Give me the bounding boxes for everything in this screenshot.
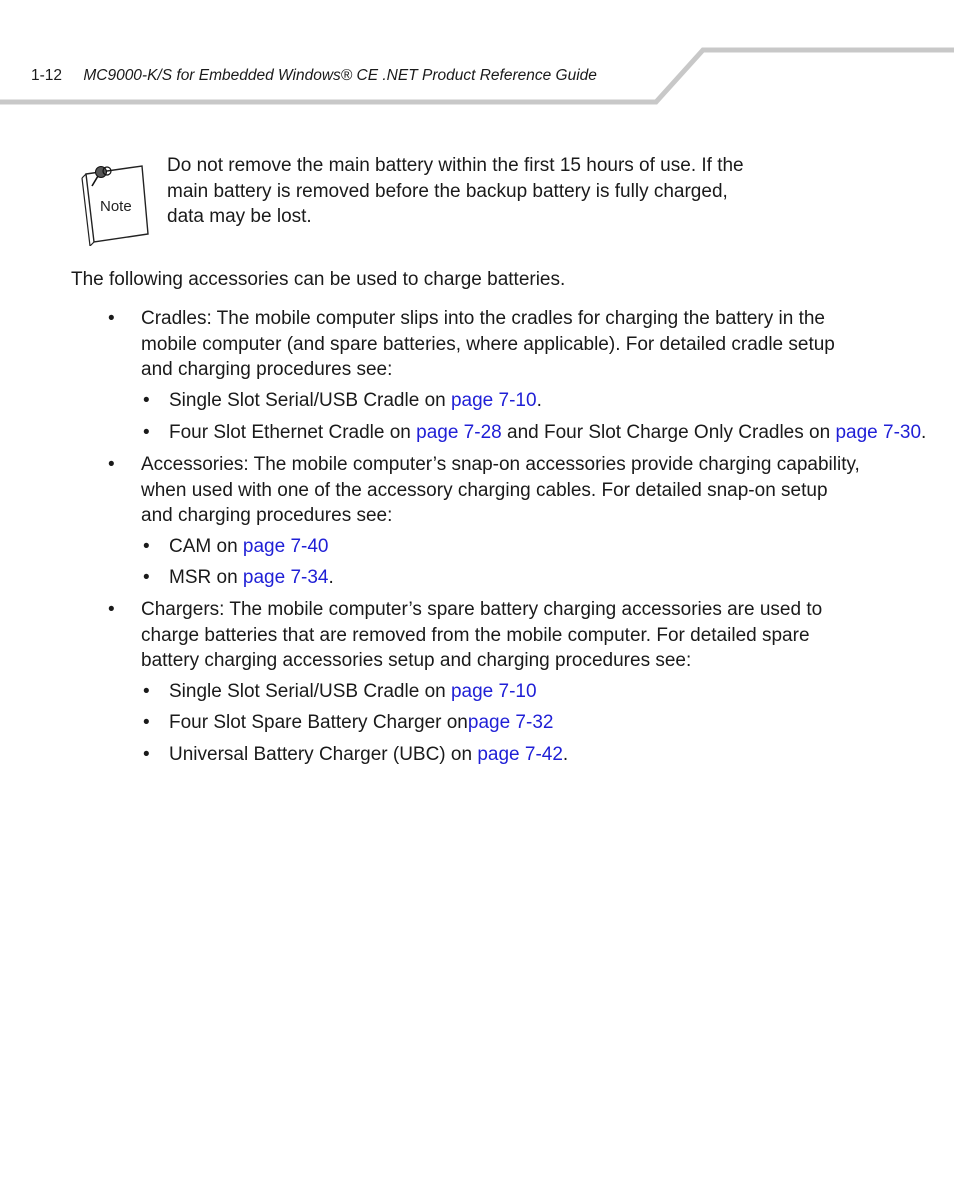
list-item bbox=[169, 388, 889, 414]
page-link[interactable]: page 7-42 bbox=[477, 744, 563, 765]
item-text: Single Slot Serial/USB Cradle on bbox=[169, 390, 451, 411]
bullet-dot: • bbox=[108, 308, 115, 329]
list-item bbox=[169, 420, 927, 446]
header-rule bbox=[0, 0, 954, 110]
bullet-dot: • bbox=[143, 744, 150, 765]
bullet-dot: • bbox=[143, 422, 150, 443]
item-text: Four Slot Spare Battery Charger on bbox=[169, 712, 468, 733]
page-link[interactable]: page 7-10 bbox=[450, 681, 537, 702]
guide-title: MC9000-K/S for Embedded Windows® CE .NET Product Reference Guide bbox=[83, 67, 597, 84]
item-text: . bbox=[562, 744, 569, 765]
item-text: MSR on bbox=[169, 567, 243, 588]
note-icon bbox=[78, 162, 152, 246]
item-text: Single Slot Serial/USB Cradle on bbox=[169, 681, 451, 702]
item-text: CAM on bbox=[169, 536, 243, 557]
bullet-dot: • bbox=[108, 454, 115, 475]
bullet-dot: • bbox=[143, 390, 150, 411]
item-text: Universal Battery Charger (UBC) on bbox=[169, 744, 478, 765]
list-item bbox=[169, 742, 889, 768]
list-item bbox=[169, 534, 889, 560]
page-link[interactable]: page 7-32 bbox=[467, 712, 554, 733]
list-item bbox=[169, 710, 889, 736]
note-label: Note bbox=[100, 198, 132, 215]
item-text: . bbox=[921, 422, 927, 443]
section-accessories-text: Accessories: The mobile computer’s snap-on accessories provide charging capability, when used with one of the accessory charging cables. For detailed snap-on setup and charging procedures see: bbox=[141, 454, 860, 526]
section-cradles-text: Cradles: The mobile computer slips into the cradles for charging the battery in the mobile computer (and spare batteries, where applicable). For detailed cradle setup and charging procedures see: bbox=[141, 308, 835, 380]
item-text: . bbox=[328, 567, 334, 588]
running-head bbox=[31, 67, 597, 85]
bullet-dot: • bbox=[143, 681, 150, 702]
bullet-dot: • bbox=[143, 567, 150, 588]
page-link[interactable]: page 7-28 bbox=[416, 422, 502, 443]
page-link[interactable]: page 7-40 bbox=[242, 536, 329, 557]
bullet-dot: • bbox=[143, 536, 150, 557]
bullet-dot: • bbox=[108, 599, 115, 620]
item-text: . bbox=[536, 390, 542, 411]
item-text: and Four Slot Charge Only Cradles on bbox=[501, 422, 836, 443]
note-text: Do not remove the main battery within the first 15 hours of use. If the main battery is removed before the backup battery is fully charged, data may be lost. bbox=[167, 155, 744, 227]
page-link[interactable]: page 7-10 bbox=[450, 390, 537, 411]
page-link[interactable]: page 7-30 bbox=[835, 422, 922, 443]
section-chargers-text: Chargers: The mobile computer’s spare battery charging accessories are used to charge batteries that are removed from the mobile computer. For detailed spare battery charging accessories setup and charging procedures see: bbox=[141, 599, 823, 671]
intro-text: The following accessories can be used to charge batteries. bbox=[71, 269, 566, 290]
page-number: 1-12 bbox=[31, 67, 63, 84]
page-link[interactable]: page 7-34 bbox=[242, 567, 329, 588]
item-text: Four Slot Ethernet Cradle on bbox=[169, 422, 417, 443]
list-item bbox=[169, 565, 889, 591]
list-item bbox=[169, 679, 889, 705]
bullet-dot: • bbox=[143, 712, 150, 733]
